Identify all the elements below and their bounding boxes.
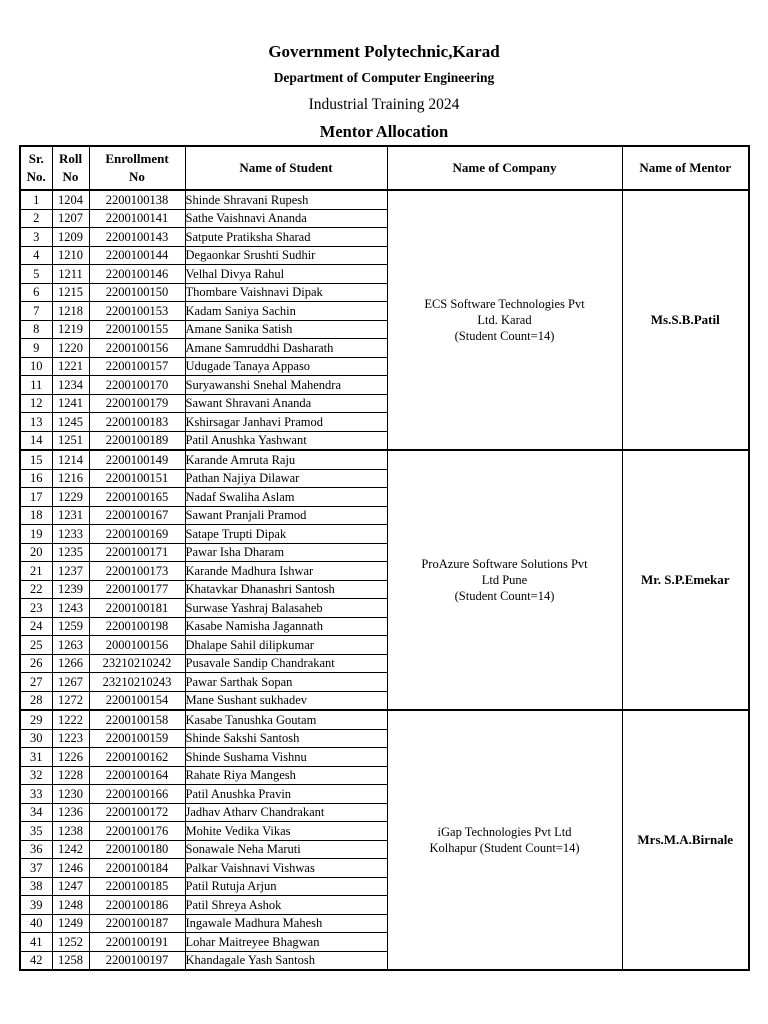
cell-enrollment-no: 23210210242 (89, 654, 185, 673)
cell-enrollment-no: 2200100166 (89, 785, 185, 804)
cell-sr-no: 41 (20, 933, 52, 952)
cell-enrollment-no: 2200100172 (89, 803, 185, 822)
cell-roll-no: 1247 (52, 877, 89, 896)
cell-sr-no: 5 (20, 265, 52, 284)
cell-roll-no: 1228 (52, 766, 89, 785)
cell-sr-no: 3 (20, 228, 52, 247)
cell-enrollment-no: 2200100181 (89, 599, 185, 618)
cell-student-name: Karande Amruta Raju (185, 450, 387, 469)
cell-sr-no: 10 (20, 357, 52, 376)
cell-enrollment-no: 23210210243 (89, 673, 185, 692)
cell-student-name: Patil Shreya Ashok (185, 896, 387, 915)
company-text-line: Ltd. Karad (477, 313, 532, 327)
cell-enrollment-no: 2200100144 (89, 246, 185, 265)
cell-roll-no: 1251 (52, 431, 89, 450)
cell-student-name: Kshirsagar Janhavi Pramod (185, 413, 387, 432)
cell-student-name: Kasabe Tanushka Goutam (185, 710, 387, 729)
cell-sr-no: 13 (20, 413, 52, 432)
cell-student-name: Velhal Divya Rahul (185, 265, 387, 284)
cell-enrollment-no: 2200100186 (89, 896, 185, 915)
company-text-line: Kolhapur (Student Count=14) (429, 841, 580, 855)
cell-student-name: Satpute Pratiksha Sharad (185, 228, 387, 247)
cell-roll-no: 1218 (52, 302, 89, 321)
table-body (20, 190, 749, 970)
cell-sr-no: 12 (20, 394, 52, 413)
cell-sr-no: 19 (20, 525, 52, 544)
cell-roll-no: 1239 (52, 580, 89, 599)
cell-enrollment-no: 2000100156 (89, 636, 185, 655)
cell-student-name: Degaonkar Srushti Sudhir (185, 246, 387, 265)
cell-enrollment-no: 2200100173 (89, 562, 185, 581)
cell-student-name: Patil Rutuja Arjun (185, 877, 387, 896)
company-text-line: ProAzure Software Solutions Pvt (421, 557, 588, 571)
cell-sr-no: 22 (20, 580, 52, 599)
cell-enrollment-no: 2200100150 (89, 283, 185, 302)
cell-roll-no: 1231 (52, 506, 89, 525)
cell-mentor-name: Mr. S.P.Emekar (622, 450, 749, 710)
cell-student-name: Sathe Vaishnavi Ananda (185, 209, 387, 228)
cell-sr-no: 16 (20, 469, 52, 488)
cell-roll-no: 1219 (52, 320, 89, 339)
cell-enrollment-no: 2200100191 (89, 933, 185, 952)
cell-enrollment-no: 2200100180 (89, 840, 185, 859)
cell-roll-no: 1204 (52, 190, 89, 209)
cell-roll-no: 1207 (52, 209, 89, 228)
cell-roll-no: 1222 (52, 710, 89, 729)
table-header-row (20, 146, 749, 190)
cell-enrollment-no: 2200100187 (89, 914, 185, 933)
cell-sr-no: 26 (20, 654, 52, 673)
cell-roll-no: 1272 (52, 691, 89, 710)
cell-enrollment-no: 2200100183 (89, 413, 185, 432)
cell-roll-no: 1243 (52, 599, 89, 618)
cell-roll-no: 1249 (52, 914, 89, 933)
cell-student-name: Jadhav Atharv Chandrakant (185, 803, 387, 822)
cell-enrollment-no: 2200100162 (89, 748, 185, 767)
cell-roll-no: 1238 (52, 822, 89, 841)
cell-student-name: Mane Sushant sukhadev (185, 691, 387, 710)
training-title: Industrial Training 2024 (308, 96, 460, 113)
cell-student-name: Suryawanshi Snehal Mahendra (185, 376, 387, 395)
company-text-line: iGap Technologies Pvt Ltd (437, 825, 572, 839)
cell-enrollment-no: 2200100158 (89, 710, 185, 729)
cell-student-name: Palkar Vaishnavi Vishwas (185, 859, 387, 878)
company-text-line: ECS Software Technologies Pvt (424, 297, 585, 311)
col-roll-no: Roll No (52, 146, 89, 190)
cell-enrollment-no: 2200100167 (89, 506, 185, 525)
cell-student-name: Karande Madhura Ishwar (185, 562, 387, 581)
cell-student-name: Amane Samruddhi Dasharath (185, 339, 387, 358)
cell-student-name: Shinde Sushama Vishnu (185, 748, 387, 767)
cell-roll-no: 1211 (52, 265, 89, 284)
cell-roll-no: 1216 (52, 469, 89, 488)
cell-roll-no: 1235 (52, 543, 89, 562)
cell-student-name: Rahate Riya Mangesh (185, 766, 387, 785)
cell-roll-no: 1221 (52, 357, 89, 376)
cell-sr-no: 17 (20, 488, 52, 507)
cell-sr-no: 42 (20, 951, 52, 970)
cell-enrollment-no: 2200100153 (89, 302, 185, 321)
cell-sr-no: 39 (20, 896, 52, 915)
cell-roll-no: 1226 (52, 748, 89, 767)
cell-company-name (387, 190, 622, 450)
col-student-name: Name of Student (185, 146, 387, 190)
cell-enrollment-no: 2200100185 (89, 877, 185, 896)
table-row (20, 450, 749, 469)
cell-student-name: Lohar Maitreyee Bhagwan (185, 933, 387, 952)
cell-student-name: Sawant Pranjali Pramod (185, 506, 387, 525)
cell-roll-no: 1229 (52, 488, 89, 507)
cell-mentor-name: Ms.S.B.Patil (622, 190, 749, 450)
col-enrollment-no: Enrollment No (89, 146, 185, 190)
cell-sr-no: 35 (20, 822, 52, 841)
cell-sr-no: 23 (20, 599, 52, 618)
company-text-line: (Student Count=14) (454, 329, 555, 343)
cell-student-name: Pawar Isha Dharam (185, 543, 387, 562)
cell-student-name: Kasabe Namisha Jagannath (185, 617, 387, 636)
cell-sr-no: 15 (20, 450, 52, 469)
cell-enrollment-no: 2200100179 (89, 394, 185, 413)
cell-roll-no: 1263 (52, 636, 89, 655)
cell-enrollment-no: 2200100159 (89, 729, 185, 748)
department-title: Department of Computer Engineering (273, 70, 495, 85)
cell-student-name: Ingawale Madhura Mahesh (185, 914, 387, 933)
cell-enrollment-no: 2200100198 (89, 617, 185, 636)
cell-sr-no: 9 (20, 339, 52, 358)
cell-sr-no: 32 (20, 766, 52, 785)
cell-sr-no: 24 (20, 617, 52, 636)
cell-student-name: Surwase Yashraj Balasaheb (185, 599, 387, 618)
cell-sr-no: 14 (20, 431, 52, 450)
cell-enrollment-no: 2200100157 (89, 357, 185, 376)
cell-roll-no: 1241 (52, 394, 89, 413)
cell-sr-no: 11 (20, 376, 52, 395)
cell-sr-no: 4 (20, 246, 52, 265)
cell-roll-no: 1259 (52, 617, 89, 636)
col-company-name: Name of Company (387, 146, 622, 190)
cell-roll-no: 1215 (52, 283, 89, 302)
cell-enrollment-no: 2200100156 (89, 339, 185, 358)
cell-student-name: Mohite Vedika Vikas (185, 822, 387, 841)
cell-company-name (387, 710, 622, 970)
cell-enrollment-no: 2200100154 (89, 691, 185, 710)
cell-sr-no: 38 (20, 877, 52, 896)
cell-roll-no: 1242 (52, 840, 89, 859)
cell-roll-no: 1220 (52, 339, 89, 358)
cell-student-name: Nadaf Swaliha Aslam (185, 488, 387, 507)
cell-sr-no: 36 (20, 840, 52, 859)
cell-enrollment-no: 2200100138 (89, 190, 185, 209)
cell-student-name: Thombare Vaishnavi Dipak (185, 283, 387, 302)
cell-sr-no: 31 (20, 748, 52, 767)
cell-sr-no: 28 (20, 691, 52, 710)
cell-student-name: Shinde Sakshi Santosh (185, 729, 387, 748)
cell-enrollment-no: 2200100141 (89, 209, 185, 228)
cell-enrollment-no: 2200100176 (89, 822, 185, 841)
cell-student-name: Pusavale Sandip Chandrakant (185, 654, 387, 673)
cell-student-name: Satape Trupti Dipak (185, 525, 387, 544)
cell-sr-no: 18 (20, 506, 52, 525)
cell-roll-no: 1248 (52, 896, 89, 915)
cell-roll-no: 1245 (52, 413, 89, 432)
institution-title: Government Polytechnic,Karad (268, 42, 500, 61)
cell-sr-no: 7 (20, 302, 52, 321)
cell-enrollment-no: 2200100149 (89, 450, 185, 469)
cell-student-name: Sonawale Neha Maruti (185, 840, 387, 859)
cell-student-name: Patil Anushka Yashwant (185, 431, 387, 450)
cell-sr-no: 20 (20, 543, 52, 562)
table-row (20, 710, 749, 729)
table-row (20, 190, 749, 209)
cell-student-name: Patil Anushka Pravin (185, 785, 387, 804)
cell-roll-no: 1210 (52, 246, 89, 265)
cell-company-name (387, 450, 622, 710)
cell-enrollment-no: 2200100151 (89, 469, 185, 488)
cell-enrollment-no: 2200100169 (89, 525, 185, 544)
cell-enrollment-no: 2200100189 (89, 431, 185, 450)
cell-sr-no: 25 (20, 636, 52, 655)
cell-student-name: Amane Sanika Satish (185, 320, 387, 339)
cell-sr-no: 34 (20, 803, 52, 822)
company-text-line: (Student Count=14) (454, 589, 555, 603)
cell-sr-no: 2 (20, 209, 52, 228)
company-text-line: Ltd Pune (481, 573, 528, 587)
cell-roll-no: 1223 (52, 729, 89, 748)
cell-student-name: Sawant Shravani Ananda (185, 394, 387, 413)
cell-enrollment-no: 2200100165 (89, 488, 185, 507)
cell-sr-no: 8 (20, 320, 52, 339)
cell-student-name: Udugade Tanaya Appaso (185, 357, 387, 376)
cell-enrollment-no: 2200100184 (89, 859, 185, 878)
cell-enrollment-no: 2200100164 (89, 766, 185, 785)
cell-enrollment-no: 2200100143 (89, 228, 185, 247)
cell-student-name: Khandagale Yash Santosh (185, 951, 387, 970)
cell-sr-no: 29 (20, 710, 52, 729)
cell-student-name: Shinde Shravani Rupesh (185, 190, 387, 209)
cell-roll-no: 1230 (52, 785, 89, 804)
cell-sr-no: 40 (20, 914, 52, 933)
cell-sr-no: 1 (20, 190, 52, 209)
cell-enrollment-no: 2200100177 (89, 580, 185, 599)
cell-sr-no: 33 (20, 785, 52, 804)
cell-roll-no: 1267 (52, 673, 89, 692)
cell-mentor-name: Mrs.M.A.Birnale (622, 710, 749, 970)
cell-student-name: Pawar Sarthak Sopan (185, 673, 387, 692)
cell-roll-no: 1258 (52, 951, 89, 970)
cell-roll-no: 1234 (52, 376, 89, 395)
cell-sr-no: 21 (20, 562, 52, 581)
cell-sr-no: 37 (20, 859, 52, 878)
cell-sr-no: 6 (20, 283, 52, 302)
cell-enrollment-no: 2200100146 (89, 265, 185, 284)
col-sr-no: Sr. No. (20, 146, 52, 190)
cell-roll-no: 1214 (52, 450, 89, 469)
cell-enrollment-no: 2200100171 (89, 543, 185, 562)
cell-enrollment-no: 2200100170 (89, 376, 185, 395)
cell-roll-no: 1266 (52, 654, 89, 673)
cell-roll-no: 1236 (52, 803, 89, 822)
cell-student-name: Dhalape Sahil dilipkumar (185, 636, 387, 655)
cell-student-name: Kadam Saniya Sachin (185, 302, 387, 321)
cell-student-name: Pathan Najiya Dilawar (185, 469, 387, 488)
cell-roll-no: 1237 (52, 562, 89, 581)
cell-sr-no: 27 (20, 673, 52, 692)
col-mentor-name: Name of Mentor (622, 146, 749, 190)
cell-roll-no: 1252 (52, 933, 89, 952)
cell-roll-no: 1246 (52, 859, 89, 878)
cell-enrollment-no: 2200100197 (89, 951, 185, 970)
cell-sr-no: 30 (20, 729, 52, 748)
cell-enrollment-no: 2200100155 (89, 320, 185, 339)
cell-student-name: Khatavkar Dhanashri Santosh (185, 580, 387, 599)
cell-roll-no: 1233 (52, 525, 89, 544)
mentor-allocation-table (19, 145, 750, 971)
document-title: Mentor Allocation (319, 122, 449, 141)
cell-roll-no: 1209 (52, 228, 89, 247)
